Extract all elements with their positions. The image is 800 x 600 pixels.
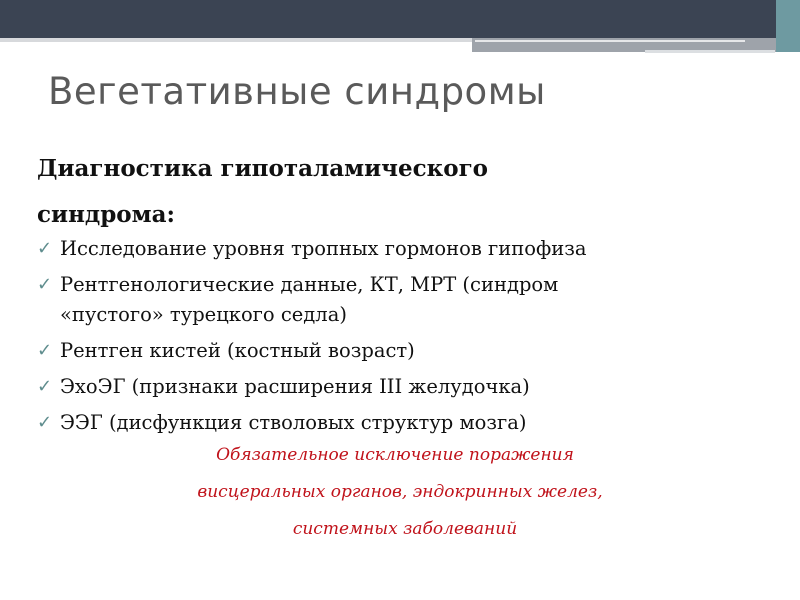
list-item-text: ЭЭГ (дисфункция стволовых структур мозга) bbox=[60, 411, 527, 434]
check-icon: ✓ bbox=[37, 412, 53, 433]
important-note bbox=[0, 437, 800, 548]
list-item bbox=[37, 270, 737, 330]
list-item bbox=[37, 408, 737, 438]
header-dark-bar bbox=[0, 0, 776, 38]
section-heading bbox=[37, 146, 737, 238]
check-icon: ✓ bbox=[37, 340, 53, 361]
list-item-text: Рентген кистей (костный возраст) bbox=[60, 339, 415, 362]
header-grey-line bbox=[0, 38, 472, 42]
list-item bbox=[37, 372, 737, 402]
check-icon: ✓ bbox=[37, 238, 53, 259]
section-heading-line2: синдрома: bbox=[37, 201, 176, 228]
slide-content bbox=[37, 146, 737, 444]
note-line: висцеральных органов, эндокринных желез, bbox=[197, 482, 603, 502]
bullet-list bbox=[37, 234, 737, 438]
list-item bbox=[37, 234, 737, 264]
header-teal-bar bbox=[776, 0, 800, 52]
slide-title: Вегетативные синдромы bbox=[48, 70, 546, 113]
note-line: Обязательное исключение поражения bbox=[216, 445, 574, 465]
header-accent-line bbox=[645, 50, 775, 53]
list-item-text: Рентгенологические данные, КТ, МРТ (синдром bbox=[60, 273, 559, 296]
section-heading-line1: Диагностика гипоталамического bbox=[37, 155, 489, 182]
note-line: системных заболеваний bbox=[292, 519, 518, 539]
check-icon: ✓ bbox=[37, 274, 53, 295]
header-light-line bbox=[475, 40, 745, 42]
check-icon: ✓ bbox=[37, 376, 53, 397]
list-item-text: ЭхоЭГ (признаки расширения III желудочка) bbox=[60, 375, 530, 398]
list-item-text-continued: «пустого» турецкого седла) bbox=[60, 303, 347, 326]
list-item bbox=[37, 336, 737, 366]
list-item-text: Исследование уровня тропных гормонов гипофиза bbox=[60, 237, 587, 260]
